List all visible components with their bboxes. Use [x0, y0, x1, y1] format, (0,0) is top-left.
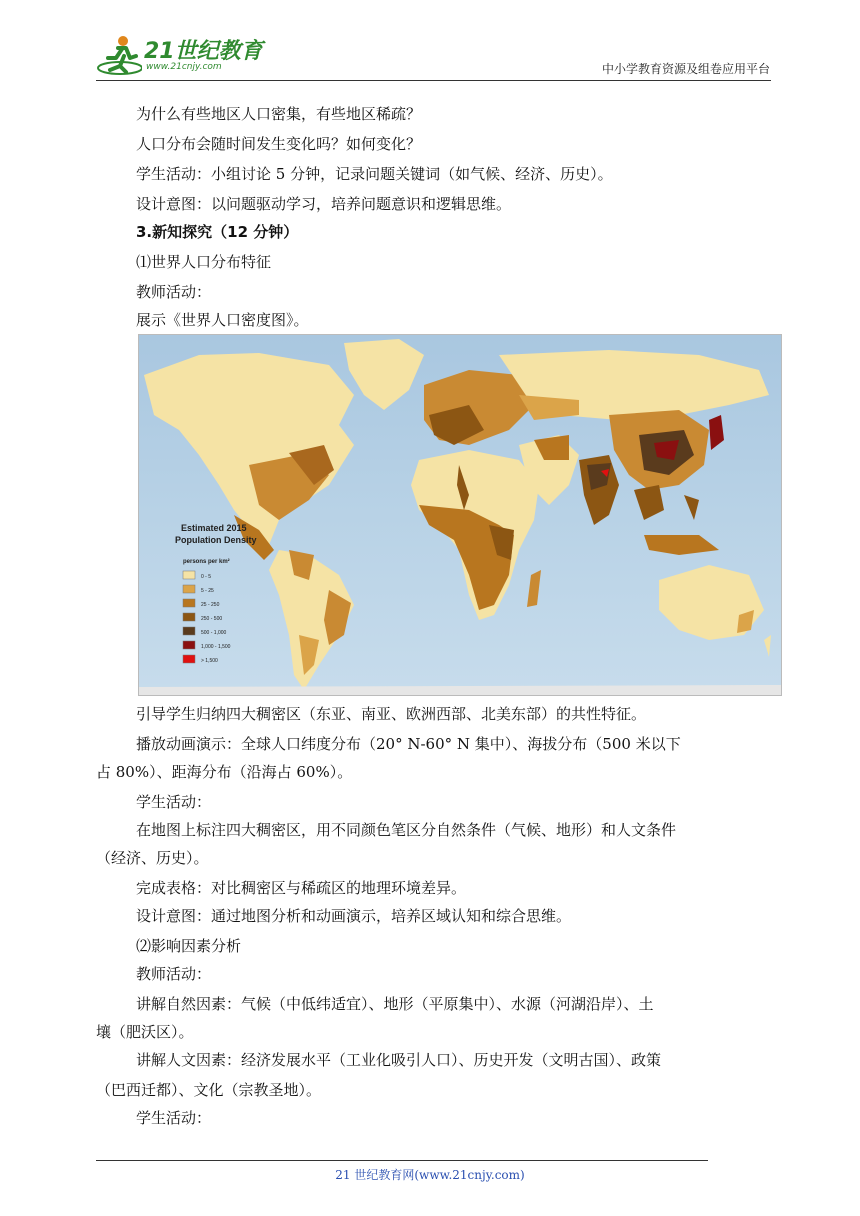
section-heading: 3.新知探究（12 分钟）: [136, 223, 299, 241]
paragraph: 引导学生归纳四大稠密区（东亚、南亚、欧洲西部、北美东部）的共性特征。: [136, 705, 647, 723]
legend-label: 1,000 - 1,500: [201, 644, 231, 650]
legend-unit: persons per km²: [183, 559, 230, 565]
logo-text: 21世纪教育: [144, 39, 263, 64]
paragraph: 设计意图：通过地图分析和动画演示，培养区域认知和综合思维。: [136, 907, 572, 925]
paragraph: 讲解人文因素：经济发展水平（工业化吸引人口）、历史开发（文明古国）、政策: [136, 1051, 662, 1069]
legend-label: 5 - 25: [201, 588, 214, 594]
paragraph: 为什么有些地区人口密集，有些地区稀疏？: [136, 105, 422, 123]
logo: [96, 34, 266, 78]
paragraph: 完成表格：对比稠密区与稀疏区的地理环境差异。: [136, 879, 467, 897]
paragraph: 教师活动：: [136, 965, 212, 983]
logo-url: www.21cnjy.com: [146, 62, 222, 72]
legend-swatch: [183, 571, 195, 579]
paragraph: 学生活动：: [136, 793, 212, 811]
paragraph: （经济、历史）。: [96, 849, 209, 867]
paragraph: 学生活动：小组讨论 5 分钟，记录问题关键词（如气候、经济、历史）。: [136, 165, 613, 183]
paragraph: 教师活动：: [136, 283, 212, 301]
legend-title-2: Population Density: [175, 535, 257, 545]
legend-title-1: Estimated 2015: [181, 523, 247, 533]
sub-heading: ⑴世界人口分布特征: [136, 253, 272, 271]
paragraph: 讲解自然因素：气候（中低纬适宜）、地形（平原集中）、水源（河湖沿岸）、土: [136, 995, 654, 1013]
footer-divider: [96, 1160, 708, 1161]
page-header: [0, 0, 860, 90]
sub-heading: ⑵影响因素分析: [136, 937, 242, 955]
paragraph: 人口分布会随时间发生变化吗？如何变化？: [136, 135, 422, 153]
platform-name: 中小学教育资源及组卷应用平台: [601, 62, 770, 76]
legend-label: 500 - 1,000: [201, 630, 227, 636]
population-density-map: [138, 334, 782, 696]
header-divider: [96, 80, 771, 81]
footer-link[interactable]: 21 世纪教育网(www.21cnjy.com): [335, 1168, 525, 1182]
legend-label: 0 - 5: [201, 574, 212, 580]
legend-swatch: [183, 641, 195, 649]
legend-swatch: [183, 585, 195, 593]
paragraph: （巴西迁都）、文化（宗教圣地）。: [96, 1081, 322, 1099]
legend-label: 25 - 250: [201, 602, 220, 608]
legend-swatch: [183, 627, 195, 635]
legend-swatch: [183, 613, 195, 621]
paragraph: 在地图上标注四大稠密区，用不同颜色笔区分自然条件（气候、地形）和人文条件: [136, 821, 677, 839]
legend-swatch: [183, 599, 195, 607]
legend-label: > 1,500: [201, 658, 218, 664]
paragraph: 设计意图：以问题驱动学习，培养问题意识和逻辑思维。: [136, 195, 512, 213]
paragraph: 占 80%）、距海分布（沿海占 60%）。: [96, 763, 353, 781]
legend-label: 250 - 500: [201, 616, 223, 622]
paragraph: 壤（肥沃区）。: [96, 1023, 194, 1041]
paragraph: 学生活动：: [136, 1109, 212, 1127]
runner-icon: [96, 34, 142, 78]
legend-swatch: [183, 655, 195, 663]
paragraph: 播放动画演示：全球人口纬度分布（20° N-60° N 集中）、海拔分布（500 米以下: [136, 735, 681, 753]
paragraph: 展示《世界人口密度图》。: [136, 311, 309, 329]
